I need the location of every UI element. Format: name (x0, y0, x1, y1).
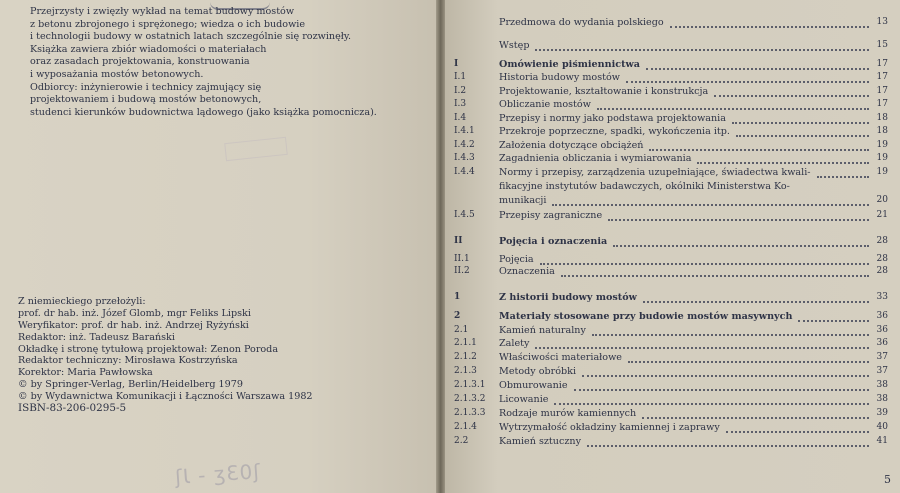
toc-entry-title: Metody obróbki (499, 366, 577, 377)
toc-entry-title: munikacji (499, 195, 547, 206)
dot-leader (535, 48, 869, 51)
toc-entry-title: Przepisy i normy jako podstawa projektowania (499, 113, 726, 124)
dot-leader (643, 300, 869, 303)
dot-leader (561, 274, 869, 277)
dot-leader (670, 25, 869, 28)
toc-entry-number: 2 (454, 311, 461, 321)
dot-leader (587, 444, 869, 447)
toc-entry-number: 2.1.4 (454, 422, 477, 432)
toc-entry-number: 2.1 (454, 325, 469, 335)
toc-entry (448, 236, 894, 248)
toc-entry-title: Wstęp (499, 40, 530, 51)
toc-entry-title: Zalety (499, 338, 530, 349)
dot-leader (535, 346, 869, 349)
toc-entry-title: Materiały stosowane przy budowie mostów masywnych (499, 311, 793, 322)
toc-entry-title: Oznaczenia (499, 266, 555, 277)
description-line: z betonu zbrojonego i sprężonego; wiedza o ich budowie (30, 18, 306, 30)
toc-entry-title: Omówienie piśmiennictwa (499, 59, 640, 70)
dot-leader (798, 319, 869, 322)
description-line: i wyposażania mostów betonowych. (30, 68, 204, 80)
isbn: ISBN-83-206-0295-5 (18, 402, 127, 415)
description-line: projektowaniem i budową mostów betonowych, (30, 94, 262, 106)
toc-entry-title: Przedmowa do wydania polskiego (499, 17, 664, 28)
credit-line: prof. dr hab. inż. Józef Glomb, mgr Feliks Lipski (18, 307, 251, 319)
toc-entry-page: 38 (876, 380, 888, 390)
toc-entry-page: 13 (876, 17, 888, 27)
toc-entry-number: I.1 (454, 72, 467, 82)
toc-entry-page: 28 (876, 254, 888, 264)
toc-entry-page: 38 (876, 394, 888, 404)
book-description (30, 6, 430, 119)
toc-entry-number: I.3 (454, 99, 467, 109)
toc-entry-number: I.4.5 (454, 210, 475, 220)
table-of-contents (448, 0, 898, 493)
dot-leader (726, 430, 869, 433)
toc-entry-title: Przepisy zagraniczne (499, 210, 603, 221)
toc-entry (448, 266, 894, 278)
toc-entry-number: I (454, 59, 459, 69)
dot-leader (714, 94, 869, 97)
credit-line: Redaktor: inż. Tadeusz Barański (18, 331, 175, 343)
toc-entry-page: 28 (876, 236, 888, 246)
toc-entry-page: 37 (876, 352, 888, 362)
toc-entry (448, 140, 894, 152)
toc-entry-number: 1 (454, 292, 461, 302)
toc-entry-title: Rodzaje murów kamiennych (499, 408, 637, 419)
toc-entry (448, 408, 894, 420)
toc-entry-number: 2.1.2 (454, 352, 477, 362)
toc-entry (448, 366, 894, 378)
dot-leader (736, 134, 869, 137)
toc-entry-title: Pojęcia i oznaczenia (499, 236, 608, 247)
credit-line: Redaktor techniczny: Mirosława Kostrzyńska (18, 355, 238, 367)
dot-leader (613, 244, 869, 247)
toc-entry-title: Licowanie (499, 394, 549, 405)
toc-entry-title: Pojęcia (499, 254, 534, 265)
toc-entry (448, 72, 894, 84)
toc-entry-title: Z historii budowy mostów (499, 292, 637, 303)
toc-entry-number: I.4.3 (454, 153, 475, 163)
description-line: i technologii budowy w ostatnich latach szczególnie się rozwinęły. (30, 31, 352, 43)
toc-entry-page: 17 (876, 99, 888, 109)
publication-credits (18, 296, 428, 415)
toc-entry-title: Kamień sztuczny (499, 436, 581, 447)
dot-leader (626, 80, 869, 83)
toc-entry (448, 210, 894, 222)
toc-entry (448, 167, 894, 179)
toc-entry-page: 20 (876, 195, 888, 205)
toc-entry (448, 422, 894, 434)
toc-entry-title: Zagadnienia obliczania i wymiarowania (499, 153, 692, 164)
description-line: studenci kierunków budownictwa lądowego (jako książka pomocnicza). (30, 106, 377, 118)
toc-entry (448, 195, 894, 207)
toc-entry-page: 17 (876, 59, 888, 69)
toc-entry (448, 325, 894, 337)
toc-entry (448, 292, 894, 304)
credit-line: Okładkę i stronę tytułową projektował: Zenon Poroda (18, 343, 279, 355)
toc-entry-number: 2.1.3 (454, 366, 477, 376)
toc-entry-number: 2.1.3.2 (454, 394, 486, 404)
dot-leader (649, 148, 869, 151)
toc-entry (448, 17, 894, 29)
dot-leader (646, 67, 869, 70)
toc-entry-number: II (454, 236, 463, 246)
toc-entry-title: Założenia dotyczące obciążeń (499, 140, 644, 151)
dot-leader (628, 360, 869, 363)
toc-entry-title: Kamień naturalny (499, 325, 586, 336)
toc-entry-page: 36 (876, 325, 888, 335)
toc-entry-title: Przekroje poprzeczne, spadki, wykończenia itp. (499, 126, 730, 137)
toc-entry-number: 2.1.3.1 (454, 380, 486, 390)
toc-entry-page: 36 (876, 338, 888, 348)
toc-entry (448, 311, 894, 323)
credit-line: Weryfikator: prof. dr hab. inż. Andrzej Ryżyński (18, 319, 249, 331)
handwritten-mark: ʃƖ - ʒƐ0ʃ (174, 459, 262, 489)
toc-entry (448, 86, 894, 98)
toc-entry (448, 352, 894, 364)
dot-leader (597, 107, 869, 110)
toc-entry-number: II.2 (454, 266, 470, 276)
dot-leader (574, 388, 869, 391)
toc-entry-number: 2.2 (454, 436, 469, 446)
toc-entry-title: fikacyjne instytutów badawczych, okólniki Ministerstwa Ko- (499, 181, 790, 192)
toc-entry (448, 126, 894, 138)
toc-entry (448, 99, 894, 111)
toc-entry-page: 37 (876, 366, 888, 376)
toc-entry (448, 338, 894, 350)
toc-entry-page: 18 (876, 113, 888, 123)
dot-leader (552, 203, 869, 206)
toc-entry-title: Normy i przepisy, zarządzenia uzupełniające, świadectwa kwali- (499, 167, 811, 178)
toc-entry (448, 59, 894, 71)
page-number: 5 (884, 473, 891, 486)
toc-entry-title: Właściwości materiałowe (499, 352, 622, 363)
toc-entry-page: 15 (876, 40, 888, 50)
dot-leader (817, 175, 869, 178)
dot-leader (582, 374, 869, 377)
toc-entry-page: 19 (876, 167, 888, 177)
toc-entry (448, 394, 894, 406)
toc-entry-page: 17 (876, 72, 888, 82)
toc-entry (448, 153, 894, 165)
credit-line: Z niemieckiego przełożyli: (18, 296, 146, 307)
toc-entry-number: I.4.1 (454, 126, 475, 136)
description-line: oraz zasadach projektowania, konstruowania (30, 56, 250, 68)
toc-entry-title: Wytrzymałość okładziny kamiennej i zaprawy (499, 422, 720, 433)
toc-entry-page: 40 (876, 422, 888, 432)
description-line: Przejrzysty i zwięzły wykład na temat budowy mostów (30, 6, 295, 17)
toc-entry (448, 254, 894, 266)
dot-leader (554, 402, 869, 405)
toc-entry-number: 2.1.1 (454, 338, 477, 348)
toc-entry-title: Projektowanie, kształtowanie i konstrukcja (499, 86, 709, 97)
dot-leader (732, 121, 869, 124)
toc-entry-number: I.4.2 (454, 140, 475, 150)
toc-entry-page: 36 (876, 311, 888, 321)
toc-entry-page: 18 (876, 126, 888, 136)
toc-entry-page: 28 (876, 266, 888, 276)
toc-entry-page: 17 (876, 86, 888, 96)
dot-leader (540, 262, 869, 265)
toc-entry-page: 19 (876, 140, 888, 150)
toc-entry-title: Historia budowy mostów (499, 72, 620, 83)
toc-entry-number: II.1 (454, 254, 470, 264)
dot-leader (592, 333, 869, 336)
toc-entry (448, 113, 894, 125)
book-gutter (436, 0, 445, 493)
toc-entry-number: I.4 (454, 113, 467, 123)
dot-leader (642, 416, 869, 419)
toc-entry-title: Obliczanie mostów (499, 99, 591, 110)
toc-entry-number: I.2 (454, 86, 467, 96)
toc-entry-number: I.4.4 (454, 167, 475, 177)
toc-entry-page: 21 (876, 210, 888, 220)
description-line: Książka zawiera zbiór wiadomości o materiałach (30, 43, 267, 55)
toc-entry-number: 2.1.3.3 (454, 408, 486, 418)
toc-entry (448, 181, 894, 193)
dot-leader (697, 161, 869, 164)
toc-entry-page: 19 (876, 153, 888, 163)
toc-entry-page: 39 (876, 408, 888, 418)
credit-line: © by Wydawnictwa Komunikacji i Łączności Warszawa 1982 (18, 391, 313, 403)
toc-entry-page: 41 (876, 436, 888, 446)
toc-entry (448, 40, 894, 52)
toc-entry-page: 33 (876, 292, 888, 302)
credit-line: © by Springer-Verlag, Berlin/Heidelberg 1979 (18, 379, 243, 391)
toc-entry (448, 436, 894, 448)
toc-entry (448, 380, 894, 392)
credit-line: Korektor: Maria Pawłowska (18, 367, 153, 379)
dot-leader (608, 218, 869, 221)
description-line: Odbiorcy: inżynierowie i technicy zajmujący się (30, 81, 262, 93)
toc-entry-title: Obmurowanie (499, 380, 568, 391)
